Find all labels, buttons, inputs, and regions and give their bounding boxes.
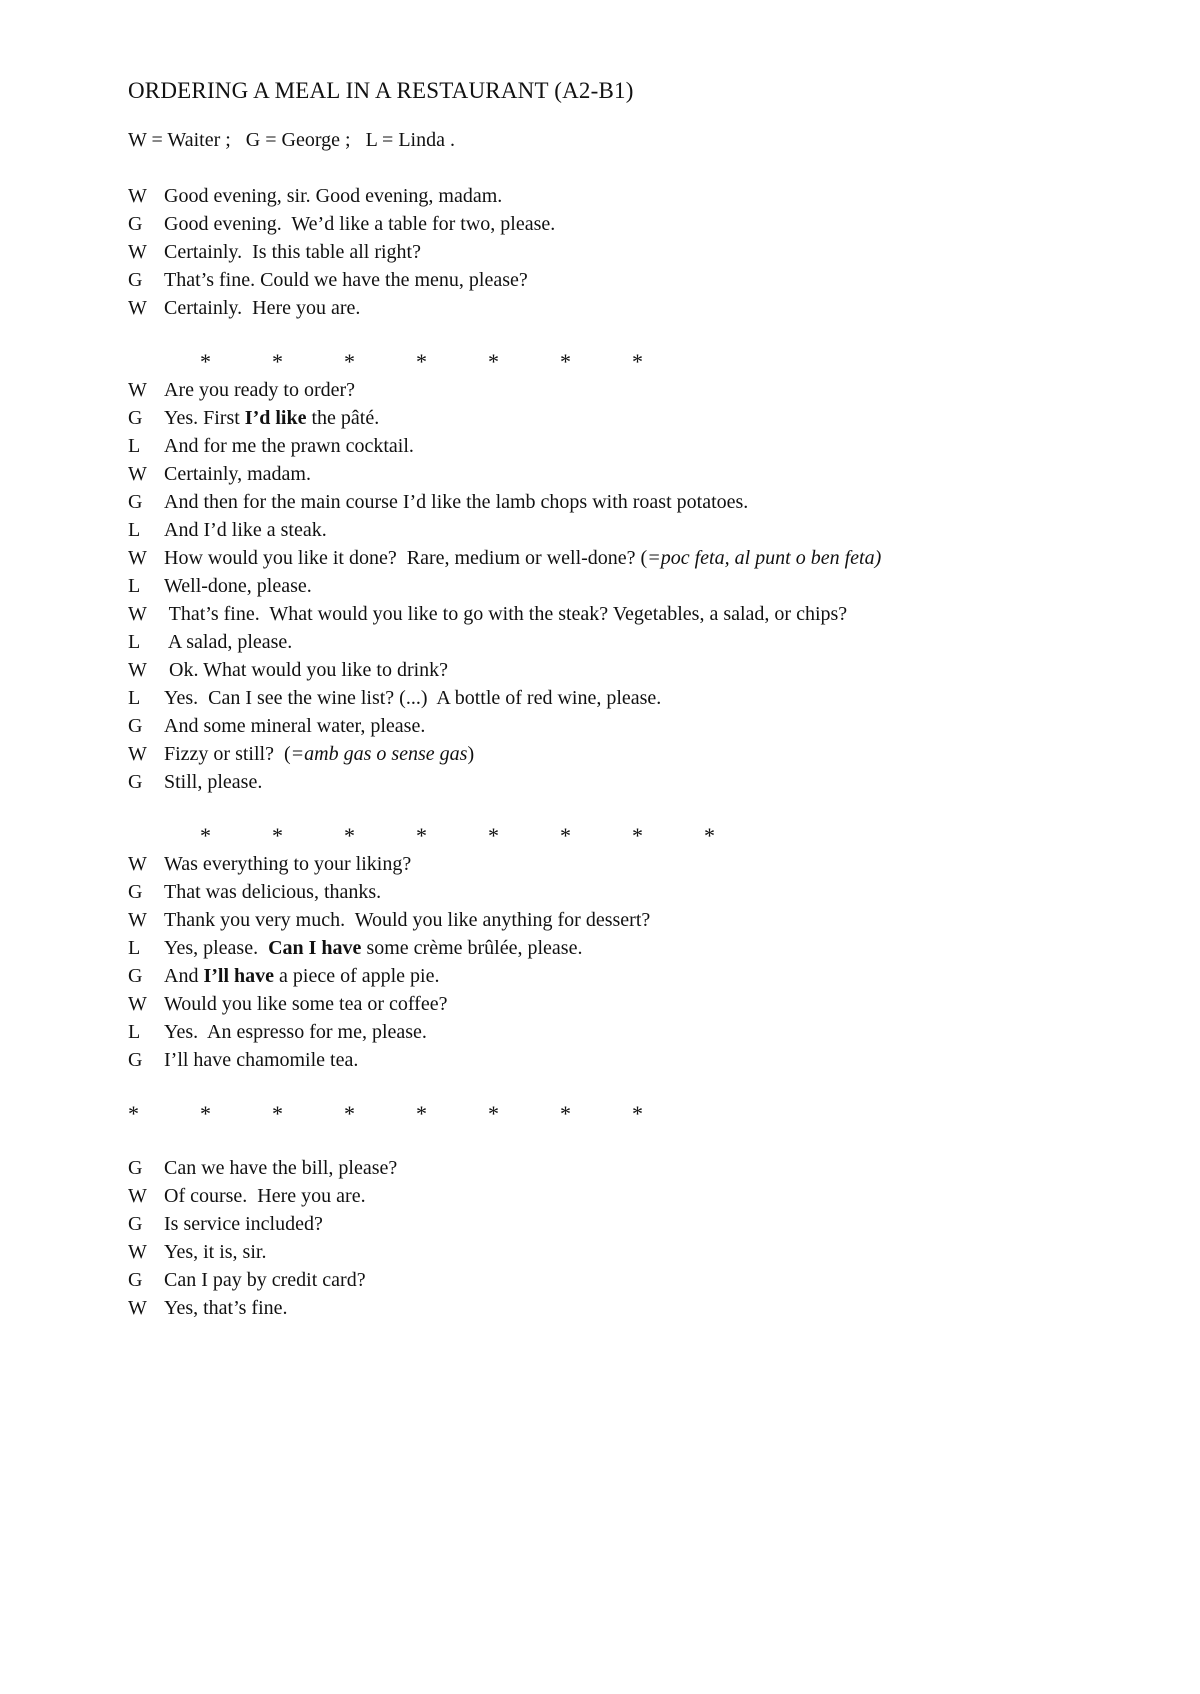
dialogue-line <box>128 712 1128 740</box>
dialogue-text: Was everything to your liking? <box>164 853 412 875</box>
divider-star: * <box>632 349 643 374</box>
divider-star: * <box>128 1101 139 1126</box>
dialogue-line <box>128 906 1128 934</box>
dialogue-text: Ok. What would you like to drink? <box>164 659 449 681</box>
dialogue-text: And I’d like a steak. <box>164 519 327 541</box>
translation-note: =amb gas o sense gas <box>290 743 468 765</box>
speaker-label: L <box>128 575 141 597</box>
speaker-label: W <box>128 547 147 569</box>
speaker-label: W <box>128 379 147 401</box>
dialogue-line <box>128 460 1128 488</box>
dialogue-line <box>128 544 1128 572</box>
key-phrase: I’d like <box>244 407 307 429</box>
dialogue-line <box>128 572 1128 600</box>
speaker-label: L <box>128 687 141 709</box>
divider-star: * <box>488 823 499 848</box>
dialogue-text: Can I pay by credit card? <box>164 1269 366 1291</box>
dialogue-text: Certainly, madam. <box>164 463 311 485</box>
dialogue-line <box>128 1294 1128 1322</box>
speaker-label: W <box>128 909 147 931</box>
speaker-label: G <box>128 1157 143 1179</box>
speaker-label: G <box>128 213 143 235</box>
speaker-label: W <box>128 241 147 263</box>
dialogue-text: That’s fine. What would you like to go with the steak? Vegetables, a salad, or chips? <box>164 603 848 625</box>
speaker-label: W <box>128 659 147 681</box>
speaker-legend: W = Waiter ; G = George ; L = Linda . <box>128 129 455 151</box>
speaker-label: W <box>128 463 147 485</box>
dialogue-text: Yes. Can I see the wine list? (...) A bottle of red wine, please. <box>164 687 662 709</box>
dialogue-line <box>128 294 1128 322</box>
translation-note: =poc feta, al punt o ben feta) <box>647 547 882 569</box>
document-content <box>128 72 1128 1322</box>
speaker-label: G <box>128 1213 143 1235</box>
dialogue-text: Certainly. Is this table all right? <box>164 241 421 263</box>
dialogue-line <box>128 850 1128 878</box>
divider-star: * <box>704 823 715 848</box>
dialogue-text: Yes. First <box>164 407 245 429</box>
dialogue-text: the pâté. <box>306 407 380 429</box>
speaker-label: G <box>128 965 143 987</box>
speaker-label: L <box>128 435 141 457</box>
dialogue-line <box>128 238 1128 266</box>
dialogue-text: How would you like it done? Rare, medium or well-done? ( <box>164 547 648 569</box>
dialogue-text: Fizzy or still? ( <box>164 743 291 765</box>
dialogue-text: And <box>164 965 204 987</box>
divider-star: * <box>272 1101 283 1126</box>
dialogue-text: Thank you very much. Would you like anything for dessert? <box>164 909 651 931</box>
dialogue-text: Would you like some tea or coffee? <box>164 993 448 1015</box>
dialogue-section-ordering <box>128 376 1128 796</box>
speaker-label: W <box>128 1297 147 1319</box>
dialogue-line <box>128 376 1128 404</box>
speaker-label: W <box>128 853 147 875</box>
dialogue-text: And for me the prawn cocktail. <box>164 435 414 457</box>
dialogue-line <box>128 962 1128 990</box>
dialogue-line <box>128 600 1128 628</box>
speaker-label: L <box>128 631 141 653</box>
dialogue-line <box>128 628 1128 656</box>
divider-star: * <box>416 349 427 374</box>
dialogue-line <box>128 1018 1128 1046</box>
dialogue-line <box>128 1266 1128 1294</box>
dialogue-line <box>128 878 1128 906</box>
speaker-label: G <box>128 715 143 737</box>
speaker-label: G <box>128 771 143 793</box>
dialogue-line <box>128 432 1128 460</box>
divider-star: * <box>416 1101 427 1126</box>
dialogue-line <box>128 488 1128 516</box>
dialogue-section-greeting <box>128 182 1128 322</box>
dialogue-section-bill <box>128 1154 1128 1322</box>
dialogue-line <box>128 768 1128 796</box>
speaker-label: G <box>128 881 143 903</box>
speaker-label: L <box>128 1021 141 1043</box>
speaker-label: G <box>128 1049 143 1071</box>
dialogue-text: a piece of apple pie. <box>274 965 440 987</box>
speaker-label: W <box>128 1241 147 1263</box>
speaker-label: W <box>128 297 147 319</box>
divider-star: * <box>560 349 571 374</box>
speaker-label: G <box>128 407 143 429</box>
speaker-label: W <box>128 1185 147 1207</box>
dialogue-text: Yes, it is, sir. <box>164 1241 267 1263</box>
speaker-label: G <box>128 491 143 513</box>
dialogue-line <box>128 656 1128 684</box>
dialogue-text: Still, please. <box>164 771 263 793</box>
dialogue-line <box>128 1182 1128 1210</box>
section-divider-stars <box>128 822 1128 850</box>
divider-star: * <box>560 823 571 848</box>
dialogue-text: Yes, please. <box>164 937 269 959</box>
dialogue-text: That’s fine. Could we have the menu, please? <box>164 269 528 291</box>
dialogue-section-dessert <box>128 850 1128 1074</box>
divider-star: * <box>272 823 283 848</box>
dialogue-line <box>128 1046 1128 1074</box>
dialogue-line <box>128 182 1128 210</box>
speaker-label: W <box>128 603 147 625</box>
divider-star: * <box>200 349 211 374</box>
dialogue-text: A salad, please. <box>164 631 293 653</box>
dialogue-text: ) <box>467 743 475 765</box>
speaker-label: G <box>128 269 143 291</box>
dialogue-line <box>128 404 1128 432</box>
divider-star: * <box>200 823 211 848</box>
key-phrase: I’ll have <box>203 965 275 987</box>
dialogue-line <box>128 934 1128 962</box>
dialogue-text: Well-done, please. <box>164 575 312 597</box>
speaker-label: G <box>128 1269 143 1291</box>
dialogue-line <box>128 210 1128 238</box>
dialogue-text: Certainly. Here you are. <box>164 297 361 319</box>
divider-star: * <box>632 823 643 848</box>
dialogue-text: Good evening. We’d like a table for two, please. <box>164 213 556 235</box>
dialogue-line <box>128 1154 1128 1182</box>
divider-star: * <box>272 349 283 374</box>
divider-star: * <box>200 1101 211 1126</box>
dialogue-text: That was delicious, thanks. <box>164 881 382 903</box>
divider-star: * <box>632 1101 643 1126</box>
speaker-label: L <box>128 519 141 541</box>
divider-star: * <box>416 823 427 848</box>
divider-star: * <box>488 1101 499 1126</box>
dialogue-line <box>128 1238 1128 1266</box>
speaker-label: L <box>128 937 141 959</box>
section-divider-stars <box>128 348 1128 376</box>
dialogue-line <box>128 740 1128 768</box>
dialogue-text: And some mineral water, please. <box>164 715 426 737</box>
document-title: ORDERING A MEAL IN A RESTAURANT (A2-B1) <box>128 78 634 103</box>
dialogue-text: And then for the main course I’d like the lamb chops with roast potatoes. <box>164 491 749 513</box>
dialogue-text: some crème brûlée, please. <box>361 937 583 959</box>
dialogue-text: Are you ready to order? <box>164 379 356 401</box>
dialogue-text: Can we have the bill, please? <box>164 1157 398 1179</box>
dialogue-text: Yes. An espresso for me, please. <box>164 1021 427 1043</box>
section-divider-stars <box>128 1100 1128 1128</box>
dialogue-line <box>128 990 1128 1018</box>
divider-star: * <box>344 349 355 374</box>
dialogue-text: Of course. Here you are. <box>164 1185 366 1207</box>
dialogue-text: Good evening, sir. Good evening, madam. <box>164 185 503 207</box>
dialogue-text: I’ll have chamomile tea. <box>164 1049 359 1071</box>
dialogue-line <box>128 516 1128 544</box>
divider-star: * <box>344 1101 355 1126</box>
dialogue-line <box>128 1210 1128 1238</box>
speaker-label: W <box>128 185 147 207</box>
divider-star: * <box>488 349 499 374</box>
speaker-label: W <box>128 743 147 765</box>
dialogue-line <box>128 266 1128 294</box>
dialogue-text: Yes, that’s fine. <box>164 1297 288 1319</box>
dialogue-text: Is service included? <box>164 1213 323 1235</box>
divider-star: * <box>560 1101 571 1126</box>
speaker-label: W <box>128 993 147 1015</box>
key-phrase: Can I have <box>268 937 362 959</box>
divider-star: * <box>344 823 355 848</box>
dialogue-line <box>128 684 1128 712</box>
